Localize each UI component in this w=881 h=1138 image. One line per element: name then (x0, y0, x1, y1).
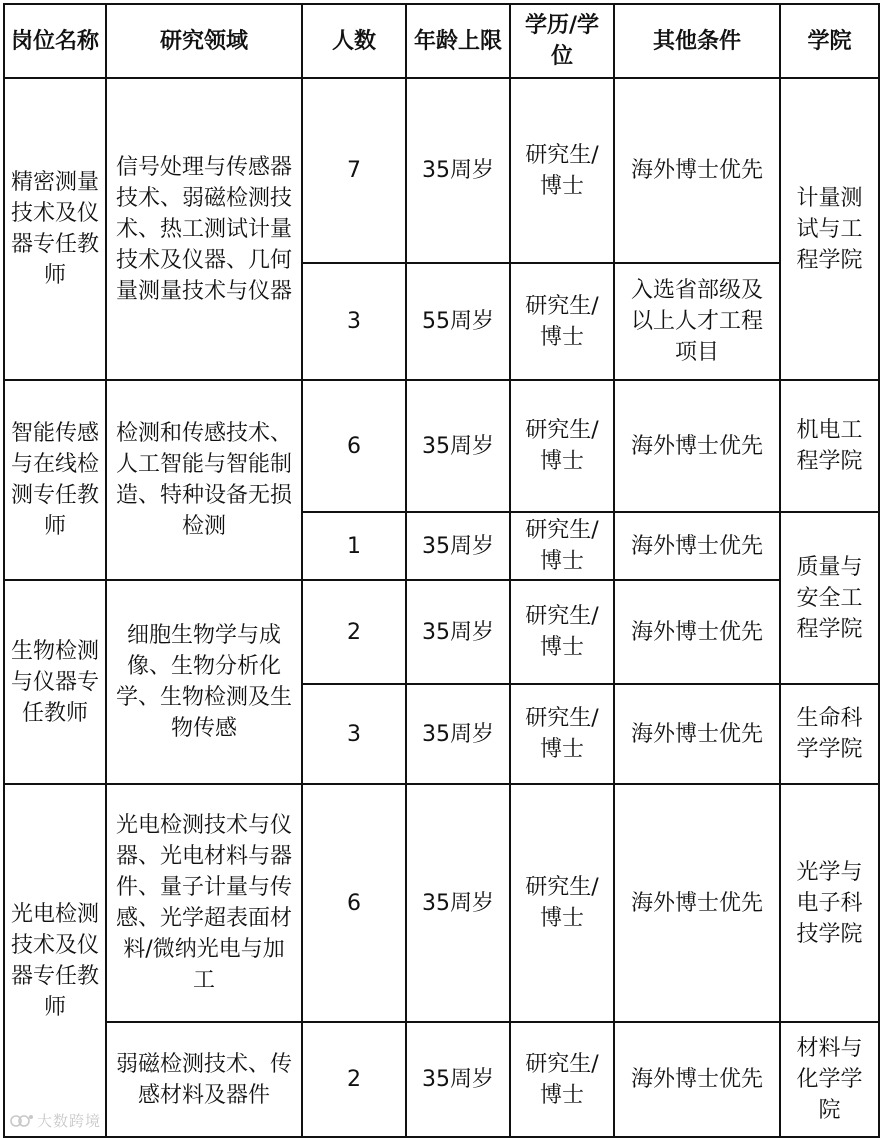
other-conditions: 海外博士优先 (614, 1022, 780, 1137)
headcount: 6 (302, 380, 406, 512)
watermark (10, 1110, 101, 1131)
table-row (4, 78, 879, 263)
college: 材料与化学学院 (780, 1022, 879, 1137)
headcount: 2 (302, 1022, 406, 1137)
header-field: 研究领域 (106, 4, 302, 78)
table-row (4, 580, 879, 684)
college: 光学与电子科技学院 (780, 784, 879, 1022)
college: 生命科学学院 (780, 684, 879, 784)
age-limit: 35周岁 (406, 78, 510, 263)
research-field: 信号处理与传感器技术、弱磁检测技术、热工测试计量技术及仪器、几何量测量技术与仪器 (106, 78, 302, 380)
other-conditions: 海外博士优先 (614, 512, 780, 580)
watermark-text: 大数跨境 (37, 1112, 102, 1130)
other-conditions: 海外博士优先 (614, 784, 780, 1022)
recruitment-table (3, 3, 880, 1138)
other-conditions: 海外博士优先 (614, 380, 780, 512)
position-title: 光电检测技术及仪器专任教师 (4, 784, 106, 1137)
position-title: 智能传感与在线检测专任教师 (4, 380, 106, 580)
header-row (4, 4, 879, 78)
table-row (4, 380, 879, 512)
degree: 研究生/博士 (510, 1022, 614, 1137)
research-field: 细胞生物学与成像、生物分析化学、生物检测及生物传感 (106, 580, 302, 784)
research-field: 光电检测技术与仪器、光电材料与器件、量子计量与传感、光学超表面材料/微纳光电与加工 (106, 784, 302, 1022)
degree: 研究生/博士 (510, 78, 614, 263)
degree: 研究生/博士 (510, 580, 614, 684)
degree: 研究生/博士 (510, 784, 614, 1022)
headcount: 2 (302, 580, 406, 684)
headcount: 6 (302, 784, 406, 1022)
watermark-logo-icon (10, 1113, 34, 1128)
position-title: 生物检测与仪器专任教师 (4, 580, 106, 784)
headcount: 3 (302, 684, 406, 784)
header-title: 岗位名称 (4, 4, 106, 78)
age-limit: 35周岁 (406, 580, 510, 684)
age-limit: 35周岁 (406, 784, 510, 1022)
other-conditions: 海外博士优先 (614, 684, 780, 784)
age-limit: 55周岁 (406, 263, 510, 380)
headcount: 3 (302, 263, 406, 380)
age-limit: 35周岁 (406, 684, 510, 784)
other-conditions: 入选省部级及以上人才工程项目 (614, 263, 780, 380)
research-field: 检测和传感技术、人工智能与智能制造、特种设备无损检测 (106, 380, 302, 580)
degree: 研究生/博士 (510, 380, 614, 512)
degree: 研究生/博士 (510, 512, 614, 580)
headcount: 7 (302, 78, 406, 263)
age-limit: 35周岁 (406, 512, 510, 580)
age-limit: 35周岁 (406, 380, 510, 512)
age-limit: 35周岁 (406, 1022, 510, 1137)
table-row (4, 1022, 879, 1137)
header-college: 学院 (780, 4, 879, 78)
degree: 研究生/博士 (510, 684, 614, 784)
research-field: 弱磁检测技术、传感材料及器件 (106, 1022, 302, 1137)
table-row (4, 784, 879, 1022)
header-age: 年龄上限 (406, 4, 510, 78)
other-conditions: 海外博士优先 (614, 78, 780, 263)
headcount: 1 (302, 512, 406, 580)
other-conditions: 海外博士优先 (614, 580, 780, 684)
college: 计量测试与工程学院 (780, 78, 879, 380)
header-other: 其他条件 (614, 4, 780, 78)
header-count: 人数 (302, 4, 406, 78)
college: 机电工程学院 (780, 380, 879, 512)
header-degree: 学历/学位 (510, 4, 614, 78)
college: 质量与安全工程学院 (780, 512, 879, 684)
degree: 研究生/博士 (510, 263, 614, 380)
position-title: 精密测量技术及仪器专任教师 (4, 78, 106, 380)
